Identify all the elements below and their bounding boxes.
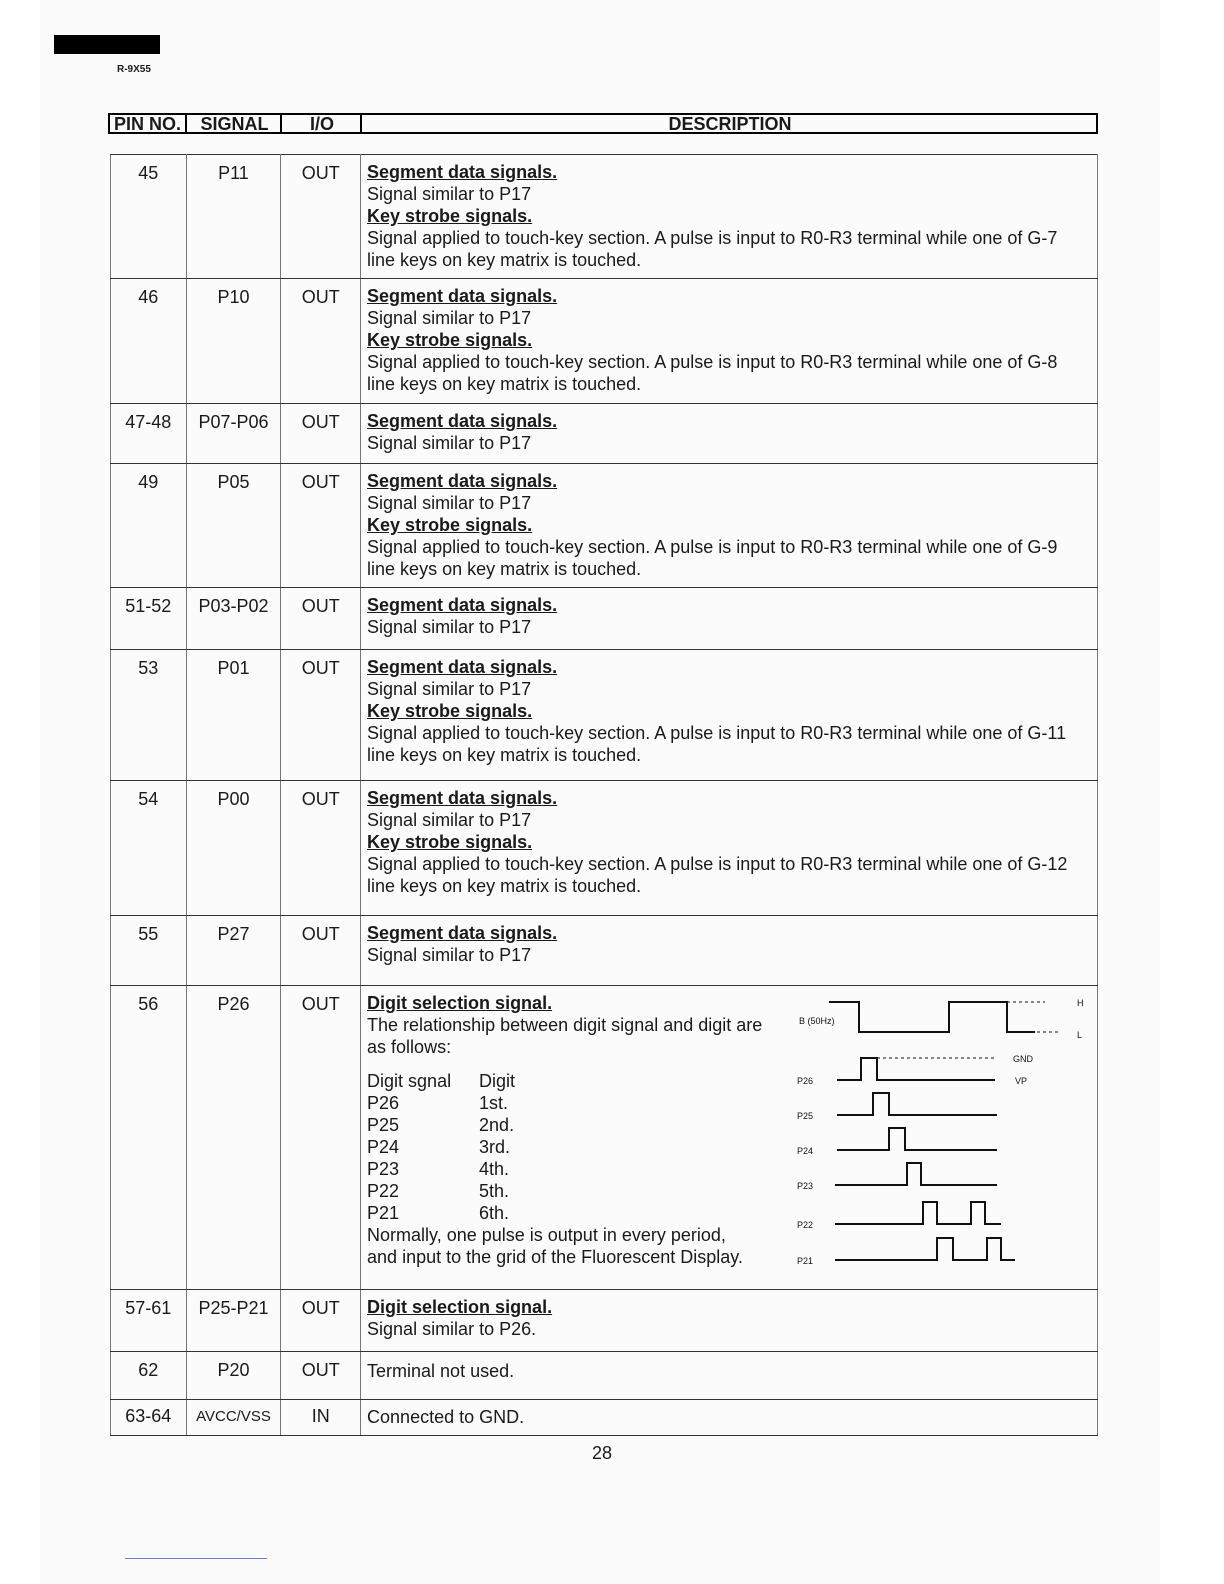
signal-cell: P27: [186, 916, 281, 986]
table-row: [111, 1352, 1098, 1400]
digit-signal: P21: [367, 1203, 400, 1223]
wave-p22-label: P22: [797, 1220, 814, 1230]
desc-text: as follows:: [367, 1037, 452, 1057]
signal-cell: P01: [186, 650, 281, 781]
desc-text: Signal similar to P17: [367, 184, 532, 204]
desc-text: Normally, one pulse is output in every period,: [367, 1225, 726, 1245]
digit-col-header: Digit sgnal: [367, 1071, 452, 1091]
wave-p23-label: P23: [797, 1181, 814, 1191]
signal-cell: P00: [186, 781, 281, 916]
desc-title: Segment data signals.: [367, 411, 558, 431]
wave-vp-label: VP: [1015, 1076, 1028, 1086]
signal-cell: P10: [186, 279, 281, 404]
description-cell: [361, 404, 1098, 464]
waveform-p23: [835, 1163, 997, 1185]
signal-cell: P07-P06: [186, 404, 281, 464]
pin-cell: 56: [111, 986, 187, 1290]
table-row: [111, 781, 1098, 916]
wave-level-l: L: [1077, 1030, 1083, 1040]
desc-text: Signal applied to touch-key section. A pulse is input to R0-R3 terminal while one of G-9: [367, 537, 1058, 557]
table-header: [108, 113, 1098, 134]
pin-table: [110, 154, 1098, 1436]
io-cell: OUT: [281, 279, 361, 404]
desc-title: Segment data signals.: [367, 657, 558, 677]
io-cell: IN: [281, 1400, 361, 1436]
description-cell: [361, 1400, 1098, 1436]
desc-text: Terminal not used.: [367, 1361, 515, 1381]
desc-title: Segment data signals.: [367, 162, 558, 182]
desc-title: Key strobe signals.: [367, 832, 533, 852]
header-pin: PIN NO.: [113, 114, 181, 134]
table-row: [111, 404, 1098, 464]
header-description: DESCRIPTION: [360, 115, 1098, 132]
io-cell: OUT: [281, 916, 361, 986]
io-cell: OUT: [281, 1290, 361, 1352]
io-cell: OUT: [281, 986, 361, 1290]
desc-title: Key strobe signals.: [367, 701, 533, 721]
description-cell: [361, 464, 1098, 588]
table-row: [111, 279, 1098, 404]
table-row: [111, 155, 1098, 279]
pin-cell: 45: [111, 155, 187, 279]
desc-text: Signal similar to P17: [367, 617, 532, 637]
desc-title: Digit selection signal.: [367, 993, 553, 1013]
desc-text: Signal applied to touch-key section. A pulse is input to R0-R3 terminal while one of G-7: [367, 228, 1058, 248]
desc-text: Signal applied to touch-key section. A pulse is input to R0-R3 terminal while one of G-12: [367, 854, 1068, 874]
header-black-tab: [54, 35, 160, 54]
desc-title: Digit selection signal.: [367, 1297, 553, 1317]
table-row: [111, 1290, 1098, 1352]
signal-cell: P26: [186, 986, 281, 1290]
io-cell: OUT: [281, 464, 361, 588]
desc-text: The relationship between digit signal and digit are: [367, 1015, 763, 1035]
pin-cell: 54: [111, 781, 187, 916]
table-row: [111, 464, 1098, 588]
wave-p21-label: P21: [797, 1256, 814, 1266]
signal-cell: P11: [186, 155, 281, 279]
desc-text: Signal applied to touch-key section. A pulse is input to R0-R3 terminal while one of G-8: [367, 352, 1058, 372]
desc-text: Connected to GND.: [367, 1407, 525, 1427]
desc-text: Signal similar to P17: [367, 308, 532, 328]
description-cell: [361, 1290, 1098, 1352]
digit-table: [367, 1070, 587, 1224]
description-cell: [361, 155, 1098, 279]
description-cell: [361, 279, 1098, 404]
digit-order: 2nd.: [479, 1115, 515, 1135]
pin-cell: 46: [111, 279, 187, 404]
desc-title: Segment data signals.: [367, 595, 558, 615]
table-row: [111, 1400, 1098, 1436]
description-cell: [361, 1352, 1098, 1400]
desc-text: and input to the grid of the Fluorescent Display.: [367, 1247, 743, 1267]
table-row: [111, 650, 1098, 781]
desc-text: Signal similar to P17: [367, 493, 532, 513]
waveform-p25: [837, 1093, 997, 1115]
wave-gnd-label: GND: [1013, 1054, 1034, 1064]
waveform-p26: [837, 1058, 995, 1080]
table-row: [111, 588, 1098, 650]
io-cell: OUT: [281, 588, 361, 650]
pin-cell: 62: [111, 1352, 187, 1400]
desc-title: Segment data signals.: [367, 923, 558, 943]
pin-cell: 47-48: [111, 404, 187, 464]
digit-signal: P24: [367, 1137, 400, 1157]
desc-text: line keys on key matrix is touched.: [367, 876, 642, 896]
description-cell: [361, 588, 1098, 650]
timing-diagram: [797, 992, 1087, 1282]
waveform-p24: [837, 1128, 997, 1150]
wave-level-h: H: [1077, 998, 1084, 1008]
pin-cell: 55: [111, 916, 187, 986]
desc-title: Key strobe signals.: [367, 330, 533, 350]
signal-cell: P03-P02: [186, 588, 281, 650]
digit-col-header: Digit: [479, 1071, 516, 1091]
footer-rule: [125, 1558, 267, 1559]
desc-text: Signal similar to P17: [367, 433, 532, 453]
desc-text: Signal applied to touch-key section. A pulse is input to R0-R3 terminal while one of G-11: [367, 723, 1067, 743]
wave-p25-label: P25: [797, 1111, 814, 1121]
wave-ref-label: B (50Hz): [799, 1016, 835, 1026]
desc-text: line keys on key matrix is touched.: [367, 250, 642, 270]
desc-title: Segment data signals.: [367, 788, 558, 808]
waveform-ref: [829, 1002, 1035, 1032]
desc-text: Signal similar to P17: [367, 945, 532, 965]
desc-title: Segment data signals.: [367, 286, 558, 306]
waveform-p21: [835, 1238, 1015, 1260]
description-cell: [361, 781, 1098, 916]
model-number: R-9X55: [117, 64, 151, 75]
io-cell: OUT: [281, 404, 361, 464]
digit-signal: P26: [367, 1093, 400, 1113]
io-cell: OUT: [281, 1352, 361, 1400]
digit-order: 3rd.: [479, 1137, 511, 1157]
pin-cell: 51-52: [111, 588, 187, 650]
wave-p26-label: P26: [797, 1076, 814, 1086]
desc-text: Signal similar to P17: [367, 810, 532, 830]
digit-order: 1st.: [479, 1093, 509, 1113]
desc-text: line keys on key matrix is touched.: [367, 374, 642, 394]
signal-cell: AVCC/VSS: [186, 1400, 281, 1436]
description-cell: [361, 650, 1098, 781]
desc-text: line keys on key matrix is touched.: [367, 559, 642, 579]
desc-title: Key strobe signals.: [367, 206, 533, 226]
table-row: [111, 916, 1098, 986]
digit-signal: P25: [367, 1115, 400, 1135]
io-cell: OUT: [281, 650, 361, 781]
header-signal: SIGNAL: [185, 115, 282, 132]
desc-text: Signal similar to P17: [367, 679, 532, 699]
io-cell: OUT: [281, 155, 361, 279]
pin-cell: 49: [111, 464, 187, 588]
io-cell: OUT: [281, 781, 361, 916]
desc-title: Key strobe signals.: [367, 515, 533, 535]
digit-selection-row: [111, 986, 1098, 1290]
digit-order: 6th.: [479, 1203, 510, 1223]
description-cell: [361, 986, 1098, 1290]
description-cell: [361, 916, 1098, 986]
waveform-p22: [835, 1202, 1001, 1224]
pin-cell: 53: [111, 650, 187, 781]
signal-cell: P20: [186, 1352, 281, 1400]
page-number: 28: [592, 1443, 613, 1463]
signal-cell: P25-P21: [186, 1290, 281, 1352]
pin-cell: 57-61: [111, 1290, 187, 1352]
digit-signal: P23: [367, 1159, 400, 1179]
pin-cell: 63-64: [111, 1400, 187, 1436]
digit-order: 4th.: [479, 1159, 510, 1179]
digit-order: 5th.: [479, 1181, 510, 1201]
signal-cell: P05: [186, 464, 281, 588]
wave-p24-label: P24: [797, 1146, 814, 1156]
desc-title: Segment data signals.: [367, 471, 558, 491]
header-io: I/O: [280, 115, 362, 132]
desc-text: Signal similar to P26.: [367, 1319, 537, 1339]
digit-signal: P22: [367, 1181, 400, 1201]
timing-waveform-svg: [797, 992, 1087, 1282]
desc-text: line keys on key matrix is touched.: [367, 745, 642, 765]
